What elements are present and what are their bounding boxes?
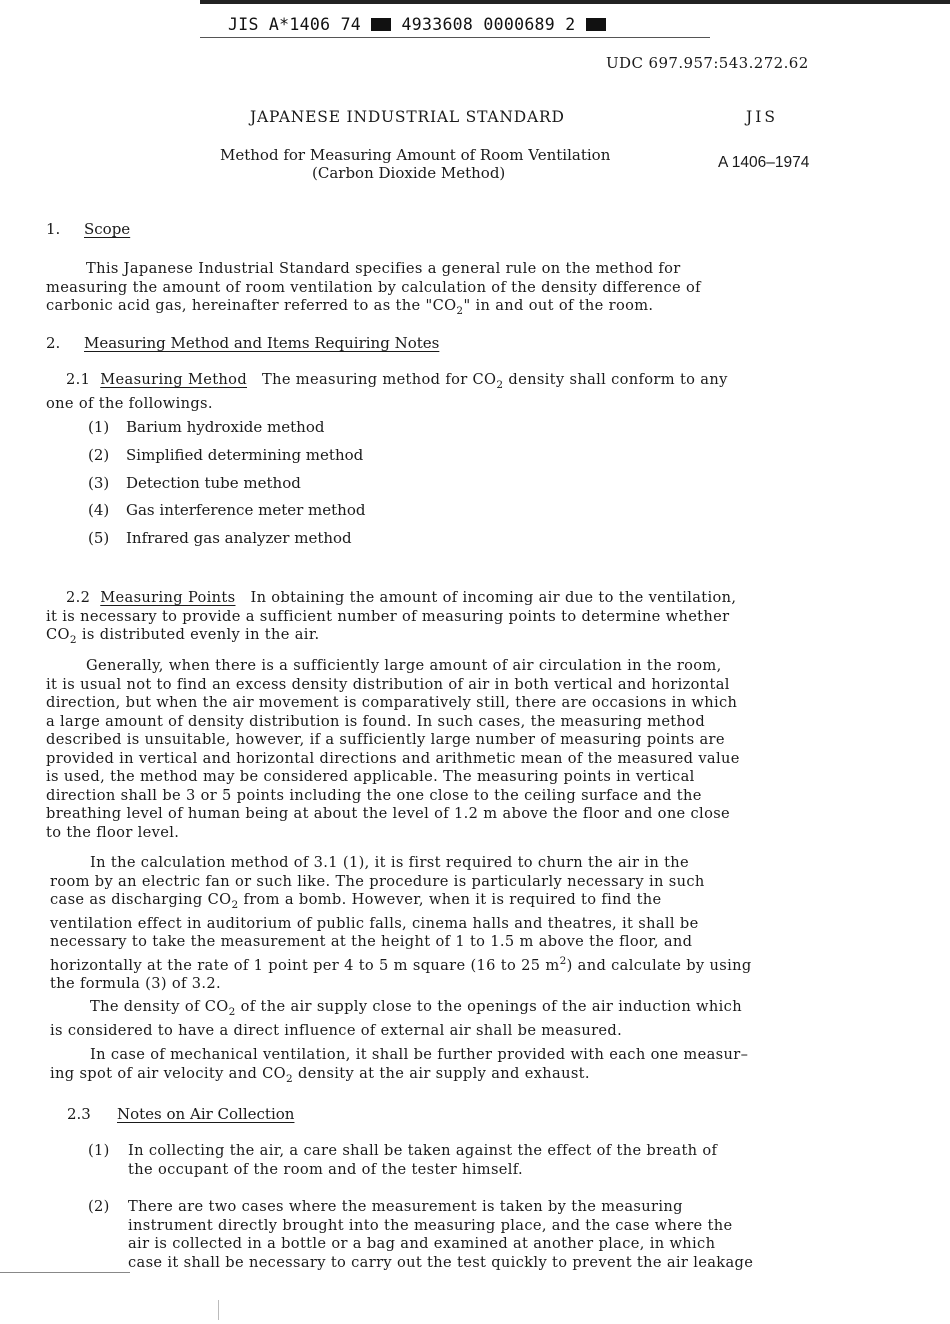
paragraph-line: In case of mechanical ventilation, it shall be further provided with each one measur–: [90, 1046, 749, 1063]
list-item-number: (5): [88, 529, 110, 547]
section-2-1-paragraph: [46, 371, 728, 413]
note-line: instrument directly brought into the measuring place, and the case where the: [128, 1216, 733, 1234]
paragraph-text: The density of CO: [90, 998, 229, 1015]
paragraph-line: a large amount of density distribution is found. In such cases, the measuring method: [46, 712, 706, 730]
paragraph-line: direction, but when the air movement is comparatively still, there are occasions in which: [46, 694, 738, 711]
section-1-title: Scope: [84, 220, 131, 238]
section-2-3-heading: [67, 1105, 294, 1123]
paragraph-line: direction shall be 3 or 5 points including the one close to the ceiling surface and the: [46, 786, 702, 804]
note-item-2: [88, 1198, 753, 1272]
list-item-text: Gas interference meter method: [126, 501, 366, 519]
section-2-3-title: Notes on Air Collection: [117, 1105, 295, 1123]
note-text: There are two cases where the measurement is taken by the measuring: [128, 1198, 683, 1215]
section-2-1-text: density shall conform to any: [503, 371, 728, 388]
section-2-1-line: one of the followings.: [46, 394, 213, 412]
document-code-part2: 4933608 0000689 2: [391, 15, 586, 34]
paragraph-line: is used, the method may be considered applicable. The measuring points in vertical: [46, 768, 695, 785]
paragraph-line: necessary to take the measurement at the height of 1 to 1.5 m above the floor, and: [50, 933, 693, 950]
note-item-1: [88, 1142, 717, 1179]
list-item-number: (2): [88, 446, 110, 464]
organization-name: JAPANESE INDUSTRIAL STANDARD: [250, 108, 565, 126]
note-number: (2): [88, 1198, 110, 1215]
section-2-1-text: The measuring method for CO: [261, 371, 497, 388]
paragraph-text: ing spot of air velocity and CO: [50, 1064, 286, 1082]
section-2-2-line: [46, 589, 736, 608]
section-2-2-text: CO: [46, 626, 70, 643]
list-item-text: Detection tube method: [126, 474, 301, 492]
section-2-2-text: is distributed evenly in the air.: [76, 626, 320, 643]
superscript: 2: [559, 954, 567, 967]
note-line: air is collected in a bottle or a bag and examined at another place, in which: [128, 1235, 716, 1252]
document-code: [228, 15, 606, 34]
paragraph-line: ventilation effect in auditorium of public falls, cinema halls and theatres, it shall be: [50, 914, 699, 932]
paragraph-line: In the calculation method of 3.1 (1), it is first required to churn the air in the: [90, 854, 690, 871]
subscript: 2: [231, 899, 239, 911]
paragraph-line: [50, 891, 752, 915]
section-2-3-number: 2.3: [67, 1105, 91, 1123]
note-line: case it shall be necessary to carry out the test quickly to prevent the air leakage: [128, 1253, 754, 1271]
list-item: [88, 418, 324, 436]
section-2-2-text: In obtaining the amount of incoming air due to the ventilation,: [250, 589, 737, 606]
paragraph-line: [50, 1065, 748, 1089]
note-line: [88, 1142, 717, 1161]
section-2-title: Measuring Method and Items Requiring Notes: [84, 334, 440, 352]
list-item-text: Infrared gas analyzer method: [126, 529, 352, 547]
jis-label: JIS: [746, 108, 778, 126]
section-1-heading: [46, 220, 130, 238]
section-2-2-line: [46, 626, 736, 650]
paragraph-line: described is unsuitable, however, if a sufficiently large number of measuring points are: [46, 731, 725, 748]
note-text: In collecting the air, a care shall be taken against the effect of the breath of: [128, 1142, 718, 1159]
note-line: [88, 1198, 753, 1217]
section-2-1-title: Measuring Method: [100, 371, 248, 388]
scope-line: [46, 297, 701, 321]
paragraph-line: breathing level of human being at about the level of 1.2 m above the floor and one close: [46, 805, 731, 822]
section-2-2-number: 2.2: [66, 589, 91, 606]
list-item: [88, 529, 352, 547]
paragraph-text: case as discharging CO: [50, 891, 232, 908]
paragraph-line: to the floor level.: [46, 823, 180, 841]
document-title-line2: (Carbon Dioxide Method): [312, 164, 506, 182]
list-item: [88, 446, 363, 464]
density-distribution-paragraph: [46, 657, 740, 842]
mechanical-ventilation-paragraph: [50, 1046, 748, 1088]
paragraph-line: Generally, when there is a sufficiently large amount of air circulation in the room,: [86, 657, 722, 674]
section-2-number: 2.: [46, 334, 61, 352]
list-item-text: Simplified determining method: [126, 446, 364, 464]
standard-number: A 1406–1974: [718, 154, 810, 171]
note-line: the occupant of the room and of the tester himself.: [128, 1160, 524, 1178]
document-code-part1: JIS A*1406 74: [228, 15, 372, 34]
scope-line: measuring the amount of room ventilation by calculation of the density difference of: [46, 278, 701, 296]
paragraph-line: the formula (3) of 3.2.: [50, 975, 221, 992]
subscript: 2: [228, 1006, 236, 1018]
top-rule: [200, 0, 950, 4]
section-2-2-title: Measuring Points: [100, 589, 236, 606]
paragraph-line: is considered to have a direct influence of external air shall be measured.: [50, 1021, 623, 1039]
paragraph-line: room by an electric fan or such like. The procedure is particularly necessary in such: [50, 872, 705, 890]
header-rule: [200, 37, 710, 38]
scope-text: " in and out of the room.: [463, 297, 654, 314]
scan-mark: [218, 1300, 219, 1320]
document-title-line1: Method for Measuring Amount of Room Ventilation: [220, 146, 611, 164]
black-mark-icon: [586, 18, 606, 31]
subscript: 2: [69, 634, 77, 646]
list-item-text: Barium hydroxide method: [126, 418, 325, 436]
note-number: (1): [88, 1142, 110, 1159]
section-2-heading: [46, 334, 439, 352]
paragraph-text: ) and calculate by using: [566, 956, 752, 974]
section-2-2-paragraph: [46, 589, 736, 650]
subscript: 2: [496, 379, 504, 391]
paragraph-line: [50, 998, 742, 1022]
paragraph-line: [50, 952, 752, 976]
section-2-1-number: 2.1: [66, 371, 91, 388]
subscript: 2: [456, 305, 464, 317]
section-2-1-line: [46, 371, 728, 395]
black-mark-icon: [371, 18, 391, 31]
list-item: [88, 501, 365, 519]
scope-line: This Japanese Industrial Standard specifies a general rule on the method for: [86, 260, 681, 277]
page-edge-rule: [0, 1272, 130, 1273]
section-2-2-line: it is necessary to provide a sufficient number of measuring points to determine whether: [46, 607, 730, 625]
air-supply-paragraph: [50, 998, 742, 1040]
list-item: [88, 474, 301, 492]
section-1-number: 1.: [46, 220, 61, 238]
paragraph-text: from a bomb. However, when it is required to find the: [238, 891, 662, 908]
paragraph-text: of the air supply close to the openings of the air induction which: [235, 998, 742, 1015]
scope-paragraph: [46, 260, 701, 321]
calculation-method-paragraph: [50, 854, 752, 994]
list-item-number: (3): [88, 474, 110, 492]
udc-number: UDC 697.957:543.272.62: [606, 54, 809, 72]
list-item-number: (4): [88, 501, 110, 519]
paragraph-line: it is usual not to find an excess density distribution of air in both vertical and horizontal: [46, 675, 730, 693]
paragraph-text: horizontally at the rate of 1 point per 4 to 5 m square (16 to 25 m: [50, 956, 560, 974]
list-item-number: (1): [88, 418, 110, 436]
paragraph-text: density at the air supply and exhaust.: [293, 1064, 590, 1082]
scope-text: carbonic acid gas, hereinafter referred to as the "CO: [46, 297, 457, 314]
subscript: 2: [285, 1072, 293, 1085]
paragraph-line: provided in vertical and horizontal directions and arithmetic mean of the measured value: [46, 749, 740, 767]
